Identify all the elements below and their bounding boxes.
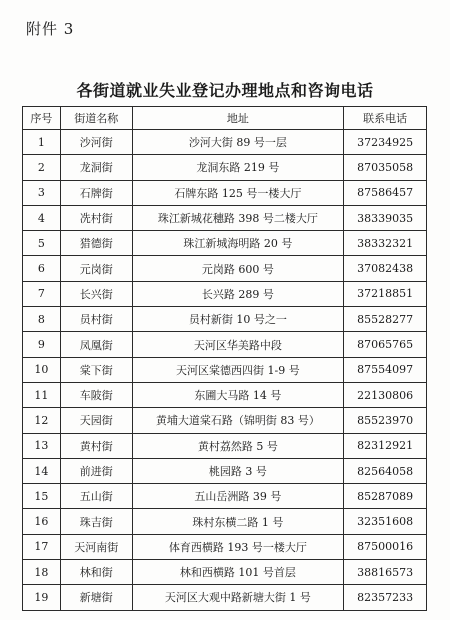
header-address: 地址 xyxy=(132,107,344,130)
table-row xyxy=(23,231,427,256)
row-address: 东圃大马路 14 号 xyxy=(132,382,344,407)
row-address: 长兴路 289 号 xyxy=(132,281,344,306)
table-row xyxy=(23,534,427,559)
row-address: 元岗路 600 号 xyxy=(132,256,344,281)
header-phone: 联系电话 xyxy=(344,107,427,130)
annex-label: 附件 3 xyxy=(26,20,75,38)
row-phone: 82357233 xyxy=(344,585,427,610)
row-index: 7 xyxy=(23,281,61,306)
row-address: 黄村荔然路 5 号 xyxy=(132,433,344,458)
table-row xyxy=(23,382,427,407)
row-street-name: 元岗街 xyxy=(60,256,132,281)
registration-table xyxy=(22,106,427,611)
row-index: 8 xyxy=(23,307,61,332)
row-phone: 87586457 xyxy=(344,180,427,205)
header-index: 序号 xyxy=(23,107,61,130)
table-row xyxy=(23,205,427,230)
table-row xyxy=(23,130,427,155)
table-row xyxy=(23,155,427,180)
table-row xyxy=(23,307,427,332)
row-phone: 37234925 xyxy=(344,130,427,155)
row-street-name: 冼村街 xyxy=(60,205,132,230)
row-street-name: 珠吉街 xyxy=(60,509,132,534)
row-street-name: 猎德街 xyxy=(60,231,132,256)
table-row xyxy=(23,433,427,458)
row-street-name: 石牌街 xyxy=(60,180,132,205)
row-street-name: 长兴街 xyxy=(60,281,132,306)
row-street-name: 天河南街 xyxy=(60,534,132,559)
table-row xyxy=(23,281,427,306)
row-phone: 87065765 xyxy=(344,332,427,357)
row-index: 12 xyxy=(23,408,61,433)
table-row xyxy=(23,180,427,205)
row-index: 19 xyxy=(23,585,61,610)
table-row xyxy=(23,357,427,382)
row-index: 18 xyxy=(23,560,61,585)
row-index: 5 xyxy=(23,231,61,256)
table-row xyxy=(23,560,427,585)
row-phone: 38339035 xyxy=(344,205,427,230)
row-street-name: 林和街 xyxy=(60,560,132,585)
row-address: 珠江新城花穗路 398 号二楼大厅 xyxy=(132,205,344,230)
row-phone: 82312921 xyxy=(344,433,427,458)
row-street-name: 天园街 xyxy=(60,408,132,433)
row-index: 17 xyxy=(23,534,61,559)
row-phone: 37082438 xyxy=(344,256,427,281)
document-title: 各街道就业失业登记办理地点和咨询电话 xyxy=(76,81,374,100)
row-address: 体育西横路 193 号一楼大厅 xyxy=(132,534,344,559)
row-street-name: 员村街 xyxy=(60,307,132,332)
row-address: 黄埔大道棠石路（锦明街 83 号） xyxy=(132,408,344,433)
table-row xyxy=(23,408,427,433)
table-row xyxy=(23,256,427,281)
row-address: 珠江新城海明路 20 号 xyxy=(132,231,344,256)
row-phone: 87554097 xyxy=(344,357,427,382)
row-index: 3 xyxy=(23,180,61,205)
row-phone: 32351608 xyxy=(344,509,427,534)
row-street-name: 龙洞街 xyxy=(60,155,132,180)
row-index: 1 xyxy=(23,130,61,155)
row-phone: 87500016 xyxy=(344,534,427,559)
row-street-name: 车陂街 xyxy=(60,382,132,407)
row-street-name: 凤凰街 xyxy=(60,332,132,357)
row-index: 4 xyxy=(23,205,61,230)
table-header-row xyxy=(23,107,427,130)
table-body xyxy=(23,130,427,611)
row-index: 14 xyxy=(23,458,61,483)
row-phone: 85523970 xyxy=(344,408,427,433)
row-phone: 85287089 xyxy=(344,484,427,509)
row-street-name: 沙河街 xyxy=(60,130,132,155)
row-index: 11 xyxy=(23,382,61,407)
row-index: 15 xyxy=(23,484,61,509)
row-address: 沙河大街 89 号一层 xyxy=(132,130,344,155)
row-index: 16 xyxy=(23,509,61,534)
row-phone: 37218851 xyxy=(344,281,427,306)
row-address: 天河区华美路中段 xyxy=(132,332,344,357)
row-address: 天河区大观中路新塘大街 1 号 xyxy=(132,585,344,610)
row-address: 林和西横路 101 号首层 xyxy=(132,560,344,585)
row-phone: 85528277 xyxy=(344,307,427,332)
row-index: 10 xyxy=(23,357,61,382)
row-address: 龙洞东路 219 号 xyxy=(132,155,344,180)
row-phone: 38816573 xyxy=(344,560,427,585)
row-address: 石牌东路 125 号一楼大厅 xyxy=(132,180,344,205)
row-phone: 82564058 xyxy=(344,458,427,483)
table-row xyxy=(23,509,427,534)
header-street-name: 街道名称 xyxy=(60,107,132,130)
row-address: 五山岳洲路 39 号 xyxy=(132,484,344,509)
row-index: 2 xyxy=(23,155,61,180)
row-phone: 87035058 xyxy=(344,155,427,180)
row-phone: 38332321 xyxy=(344,231,427,256)
row-street-name: 五山街 xyxy=(60,484,132,509)
row-street-name: 棠下街 xyxy=(60,357,132,382)
row-index: 13 xyxy=(23,433,61,458)
table-row xyxy=(23,458,427,483)
row-phone: 22130806 xyxy=(344,382,427,407)
row-address: 珠村东横二路 1 号 xyxy=(132,509,344,534)
row-index: 9 xyxy=(23,332,61,357)
row-street-name: 新塘街 xyxy=(60,585,132,610)
table-row xyxy=(23,332,427,357)
table-row xyxy=(23,585,427,610)
row-index: 6 xyxy=(23,256,61,281)
row-address: 天河区棠德西四街 1-9 号 xyxy=(132,357,344,382)
row-street-name: 前进街 xyxy=(60,458,132,483)
table-row xyxy=(23,484,427,509)
row-street-name: 黄村街 xyxy=(60,433,132,458)
row-address: 桃园路 3 号 xyxy=(132,458,344,483)
row-address: 员村新街 10 号之一 xyxy=(132,307,344,332)
